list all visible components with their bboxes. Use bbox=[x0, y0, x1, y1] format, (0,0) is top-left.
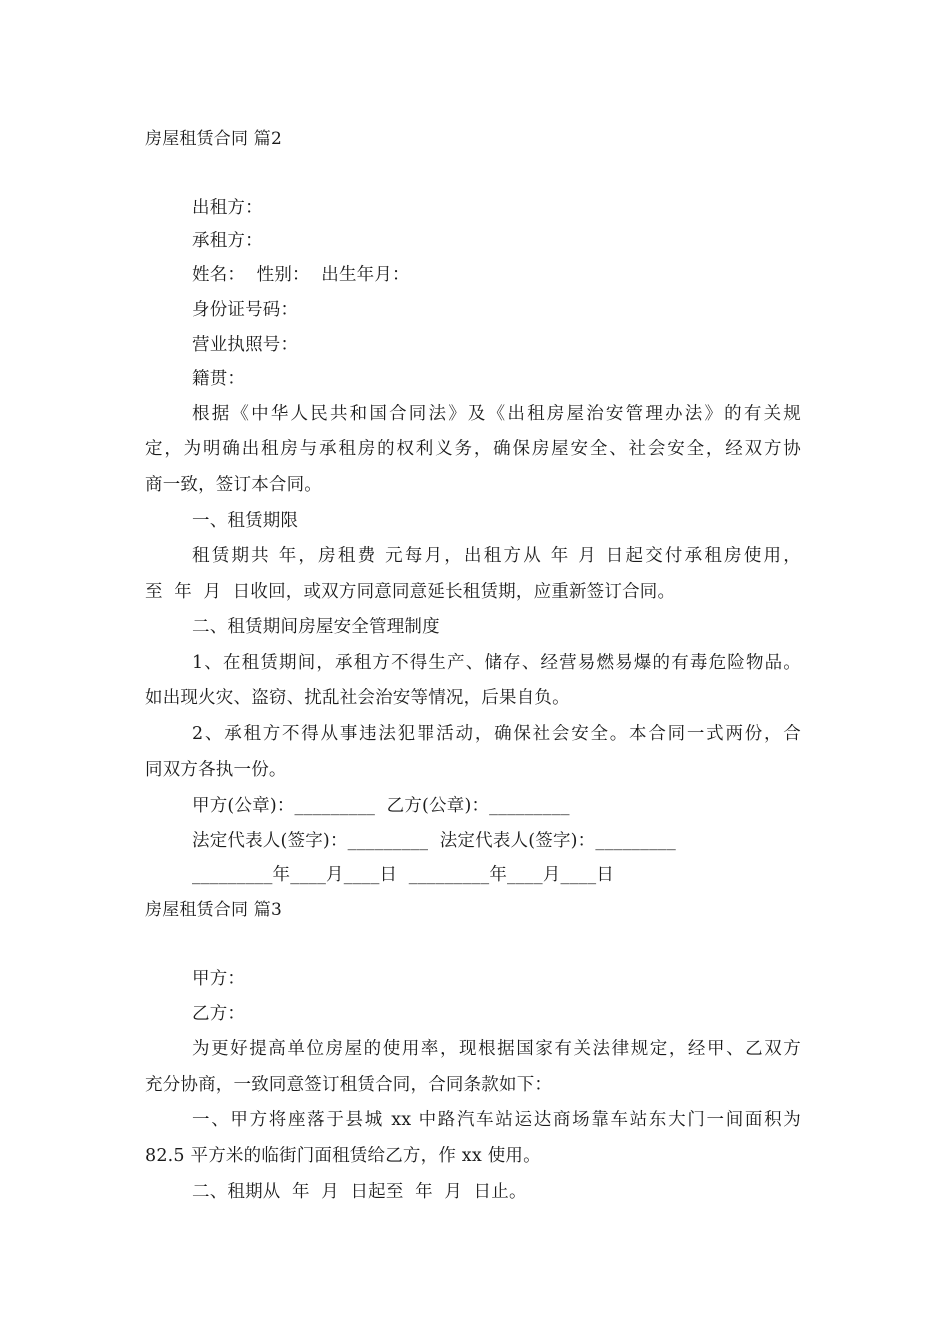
paragraph-line: 1、在租赁期间，承租方不得生产、储存、经营易燃易爆的有毒危险物品。 bbox=[192, 653, 801, 673]
lessee-label: 承租方： bbox=[192, 231, 263, 251]
paragraph-line: 租赁期共 年，房租费 元每月，出租方从 年 月 日起交付承租房使用， bbox=[192, 546, 801, 566]
paragraph-line: 定，为明确出租房与承租房的权利义务，确保房屋安全、社会安全，经双方协 bbox=[145, 439, 801, 459]
origin-label: 籍贯： bbox=[192, 369, 246, 389]
paragraph-line: 82.5 平方米的临街门面租赁给乙方，作 xx 使用。 bbox=[145, 1146, 541, 1166]
clause-line: 二、租期从 年 月 日起至 年 月 日止。 bbox=[192, 1182, 527, 1202]
section-title: 房屋租赁合同 篇2 bbox=[145, 129, 283, 149]
paragraph-line: 如出现火灾、盗窃、扰乱社会治安等情况，后果自负。 bbox=[145, 688, 570, 708]
paragraph-line: 商一致，签订本合同。 bbox=[145, 475, 322, 495]
paragraph-line: 至 年 月 日收回，或双方同意同意延长租赁期，应重新签订合同。 bbox=[145, 582, 676, 602]
signature-rep-line: 法定代表人(签字)：_________ 法定代表人(签字)：_________ bbox=[192, 831, 676, 851]
clause-heading: 一、租赁期限 bbox=[192, 511, 299, 531]
paragraph-line: 根据《中华人民共和国合同法》及《出租房屋治安管理办法》的有关规 bbox=[192, 404, 801, 424]
paragraph-line: 同双方各执一份。 bbox=[145, 760, 287, 780]
party-a-label: 甲方： bbox=[192, 969, 246, 989]
personal-info-line: 姓名： 性别： 出生年月： bbox=[192, 265, 410, 285]
id-number-label: 身份证号码： bbox=[192, 300, 299, 320]
lessor-label: 出租方： bbox=[192, 198, 263, 218]
license-label: 营业执照号： bbox=[192, 335, 299, 355]
paragraph-line: 为更好提高单位房屋的使用率，现根据国家有关法律规定，经甲、乙双方 bbox=[192, 1039, 801, 1059]
clause-heading: 二、租赁期间房屋安全管理制度 bbox=[192, 617, 440, 637]
party-b-label: 乙方： bbox=[192, 1004, 246, 1024]
section-title: 房屋租赁合同 篇3 bbox=[145, 900, 283, 920]
signature-date-line: _________年____月____日 _________年____月____日 bbox=[192, 865, 615, 885]
signature-party-line: 甲方(公章)：_________ 乙方(公章)：_________ bbox=[192, 796, 570, 816]
paragraph-line: 一、甲方将座落于县城 xx 中路汽车站运达商场靠车站东大门一间面积为 bbox=[192, 1110, 801, 1130]
paragraph-line: 充分协商，一致同意签订租赁合同，合同条款如下： bbox=[145, 1075, 553, 1095]
paragraph-line: 2、承租方不得从事违法犯罪活动，确保社会安全。本合同一式两份，合 bbox=[192, 724, 801, 744]
